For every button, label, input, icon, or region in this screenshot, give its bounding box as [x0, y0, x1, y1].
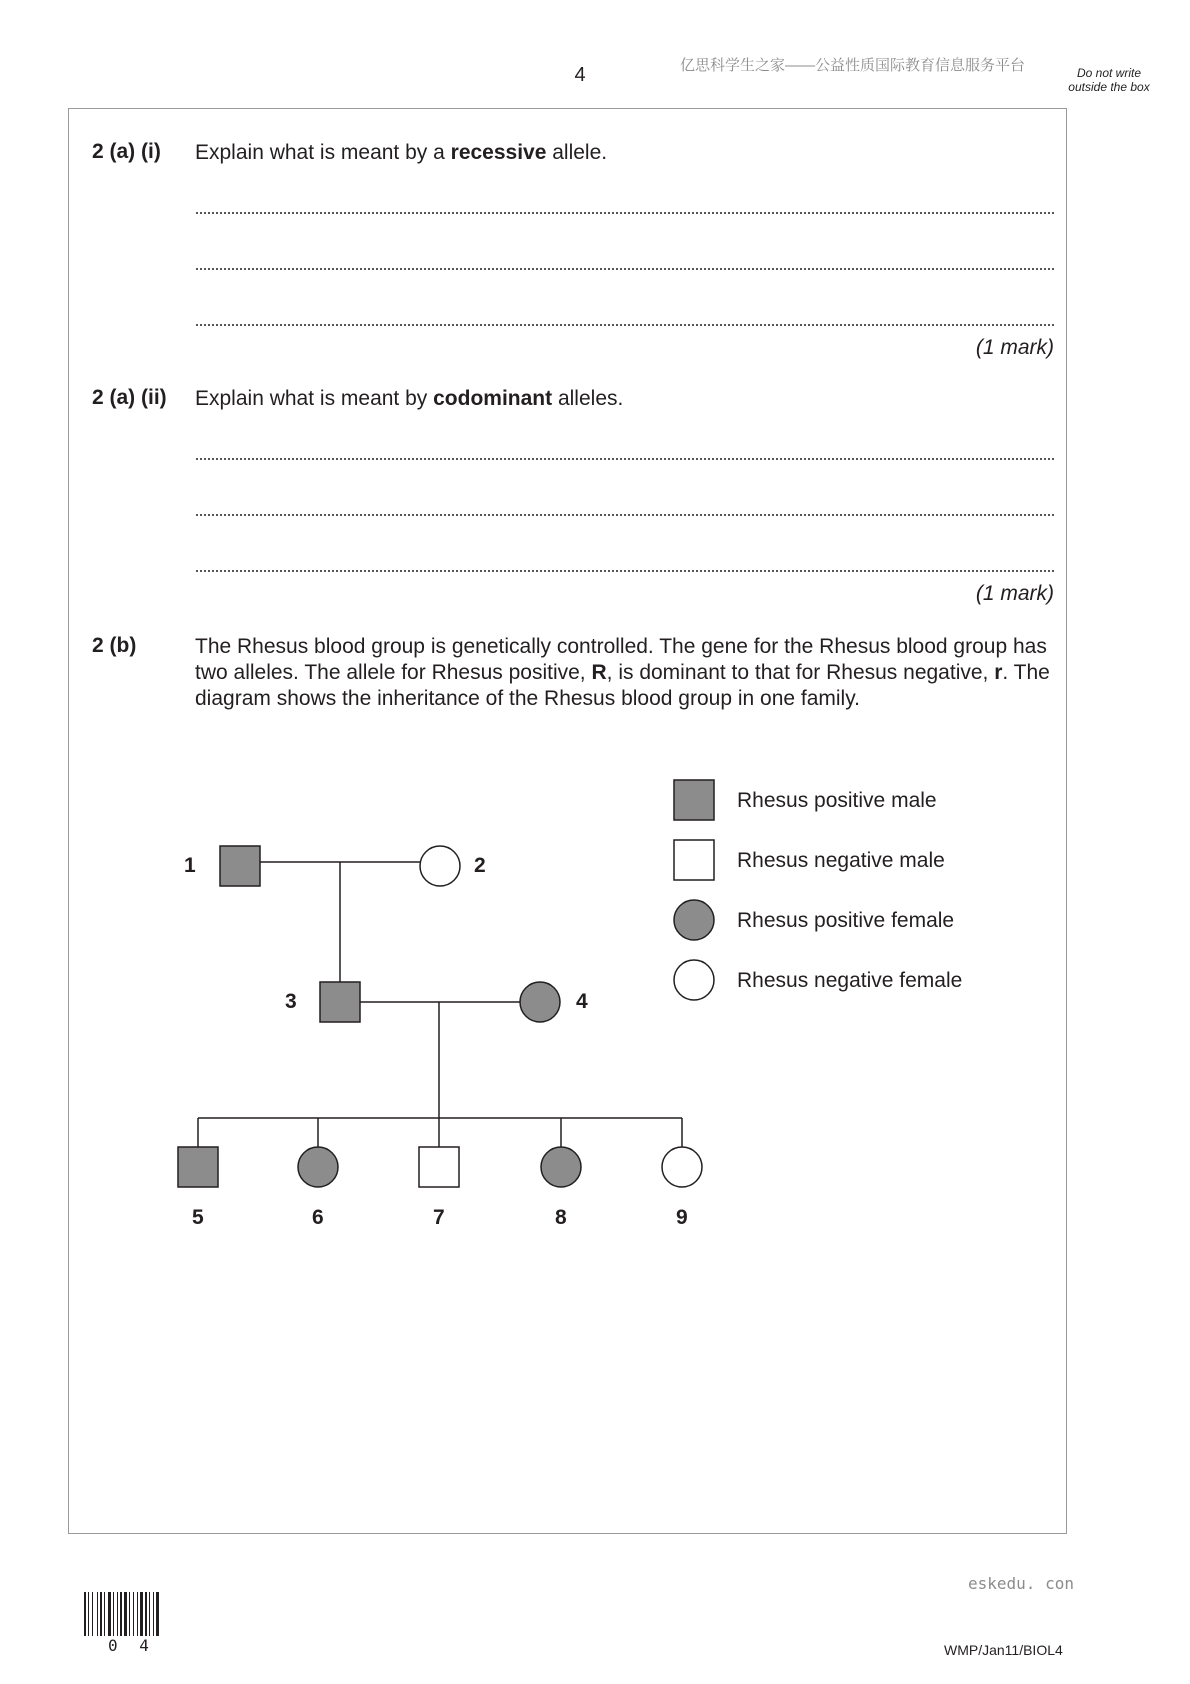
individual-2-label: 2 [474, 854, 486, 877]
barcode-bar [149, 1592, 150, 1636]
barcode-bar [108, 1592, 111, 1636]
marks-2aii: (1 mark) [975, 582, 1054, 605]
individual-9-symbol [662, 1147, 702, 1187]
header-watermark: 亿思科学生之家——公益性质国际教育信息服务平台 [680, 57, 1026, 74]
question-number-2ai: 2 (a) (i) [92, 140, 161, 163]
barcode [84, 1592, 180, 1636]
individual-9-label: 9 [676, 1206, 688, 1229]
question-text-part: alleles. [552, 387, 624, 410]
individual-1-symbol [220, 846, 260, 886]
individual-1-label: 1 [184, 854, 196, 877]
question-text-part: Explain what is meant by a [195, 141, 451, 164]
margin-note: Do not write outside the box [1068, 66, 1150, 94]
barcode-bar [104, 1592, 105, 1636]
legend-label: Rhesus negative female [737, 969, 963, 992]
barcode-bar [120, 1592, 122, 1636]
individual-4-symbol [520, 982, 560, 1022]
question-number-2aii: 2 (a) (ii) [92, 386, 167, 409]
barcode-bar [88, 1592, 89, 1636]
individual-6-label: 6 [312, 1206, 324, 1229]
question-text-part: allele. [546, 141, 608, 164]
question-text-part: Explain what is meant by [195, 387, 434, 410]
individual-8-label: 8 [555, 1206, 567, 1229]
barcode-bar [92, 1592, 93, 1636]
footer-site: eskedu. con [968, 1574, 1074, 1593]
legend-label: Rhesus positive female [737, 909, 955, 932]
marks-2ai: (1 mark) [975, 336, 1054, 359]
barcode-bar [124, 1592, 127, 1636]
allele-symbol: R [591, 661, 607, 684]
question-keyword: recessive [450, 141, 547, 164]
legend-label: Rhesus positive male [737, 789, 937, 812]
pedigree-lines [198, 862, 682, 1147]
individual-7-label: 7 [433, 1206, 445, 1229]
barcode-bar [129, 1592, 130, 1636]
barcode-bar [137, 1592, 138, 1636]
barcode-bar [145, 1592, 147, 1636]
barcode-bar [153, 1592, 154, 1636]
legend-label: Rhesus negative male [737, 849, 945, 872]
barcode-bar [117, 1592, 118, 1636]
barcode-bar [156, 1592, 159, 1636]
barcode-bar [133, 1592, 134, 1636]
question-text-part: The Rhesus blood group is genetically controlled. The gene for the Rhesus blood group has two alleles. The allele for Rhesus positive, [195, 635, 1047, 684]
individual-6-symbol [298, 1147, 338, 1187]
footer-paper-code: WMP/Jan11/BIOL4 [944, 1642, 1063, 1658]
barcode-number: 0 4 [108, 1636, 155, 1655]
question-keyword: codominant [433, 387, 553, 410]
individual-7-symbol [419, 1147, 459, 1187]
question-text-part: , is dominant to that for Rhesus negative, [606, 661, 995, 684]
question-number-2b: 2 (b) [92, 634, 137, 657]
barcode-bar [113, 1592, 114, 1636]
individual-3-label: 3 [285, 990, 297, 1013]
individual-3-symbol [320, 982, 360, 1022]
page-number: 4 [574, 64, 586, 86]
barcode-bar [140, 1592, 143, 1636]
barcode-bar [97, 1592, 98, 1636]
individual-8-symbol [541, 1147, 581, 1187]
barcode-bar [84, 1592, 86, 1636]
allele-symbol: r [994, 661, 1003, 684]
barcode-bar [100, 1592, 102, 1636]
individual-5-symbol [178, 1147, 218, 1187]
question-text-part: . The diagram shows the inheritance of the Rhesus blood group in one family. [195, 661, 1050, 710]
individual-4-label: 4 [576, 990, 588, 1013]
individual-5-label: 5 [192, 1206, 204, 1229]
individual-2-symbol [420, 846, 460, 886]
